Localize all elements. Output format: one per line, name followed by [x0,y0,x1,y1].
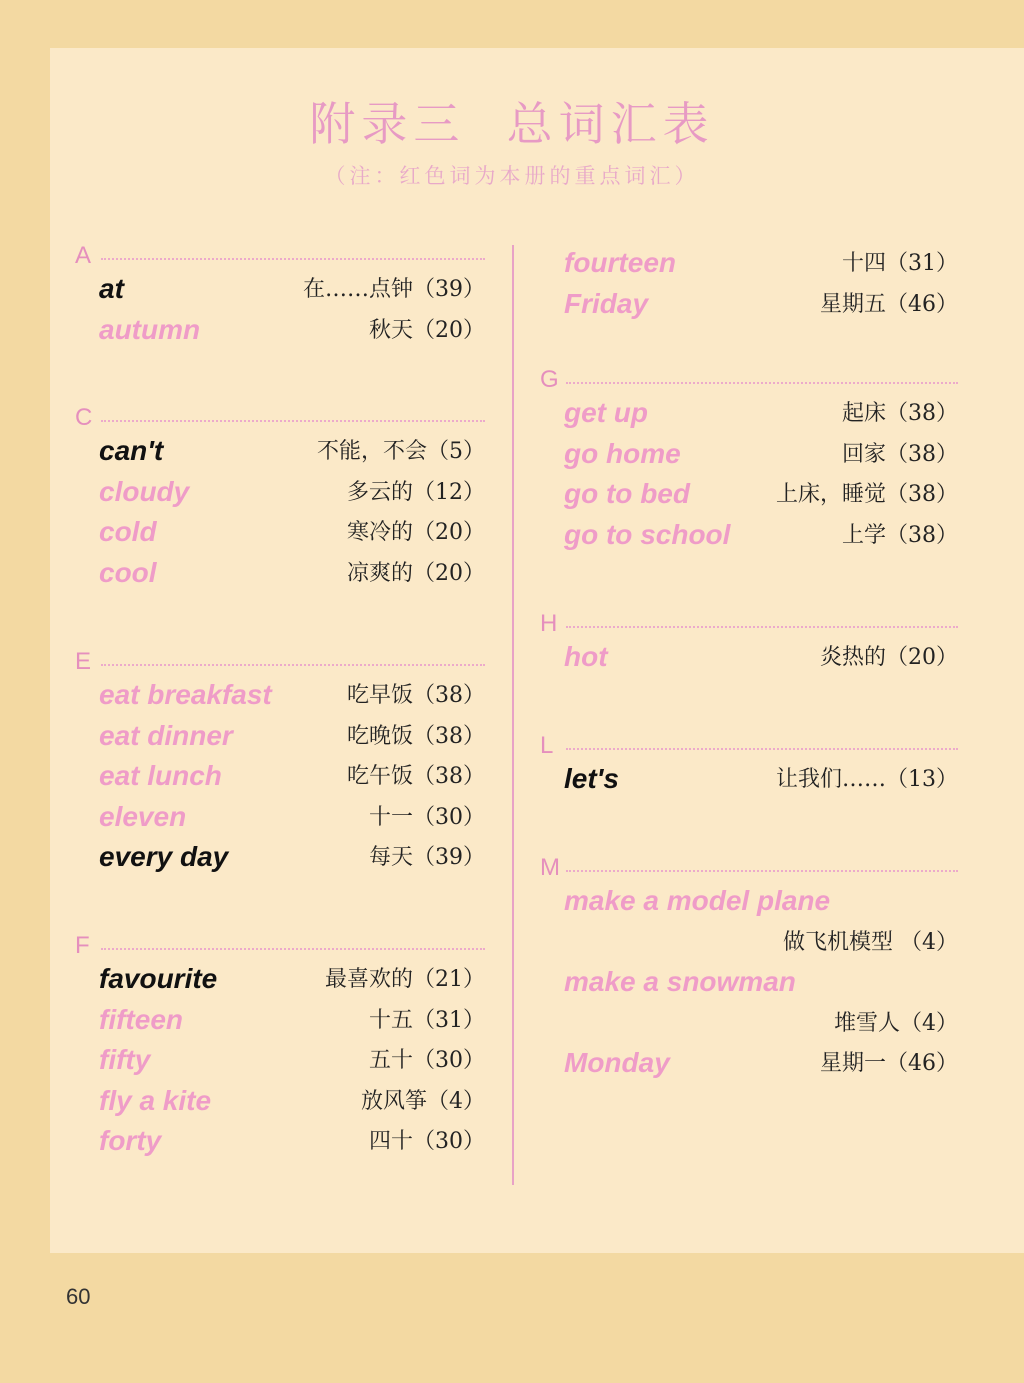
vocab-entry [540,433,958,474]
section-g [540,368,958,554]
vocab-entry [75,268,485,309]
vocab-meaning: 上床，睡觉（38） [776,482,958,508]
vocab-meaning: 在……点钟（39） [303,277,485,302]
vocab-entry [75,715,485,756]
section-e [75,650,485,877]
vocab-meaning: 吃晚饭（38） [347,723,485,749]
vocab-word: make a snowman [564,966,796,998]
section-letter: L [540,732,554,759]
vocab-word: eleven [99,800,187,832]
vocab-meaning: 做飞机模型 （4） [783,929,958,955]
vocab-entry [75,796,485,837]
vocab-entry [540,921,958,962]
vocab-word: go home [564,437,681,469]
vocab-entry [75,309,485,350]
dotted-rule [566,382,958,384]
vocab-entry [75,755,485,796]
dotted-rule [101,258,485,260]
vocab-meaning: 让我们……（13） [776,767,958,792]
dotted-rule [101,948,485,950]
vocab-entry [540,514,958,555]
vocab-word: autumn [99,313,201,345]
vocab-meaning: 吃早饭（38） [347,683,485,708]
vocab-word: at [99,273,124,304]
section-letter: M [540,854,560,881]
section-letter: G [540,366,559,393]
dotted-rule [566,748,958,750]
section-l [540,734,958,799]
vocab-entry [540,758,958,799]
vocab-meaning: 四十（30） [369,1129,485,1155]
section-f [75,934,485,1161]
vocab-entry [540,636,958,677]
vocab-entry [540,1042,958,1083]
vocab-word: cool [99,556,157,588]
vocab-entry [75,1039,485,1080]
vocab-meaning: 堆雪人（4） [834,1010,958,1036]
vocab-meaning: 炎热的（20） [820,645,958,670]
section-header [540,218,958,242]
vocab-entry [75,430,485,471]
vocab-meaning: 吃午饭（38） [347,764,485,790]
title-note: （注：红色词为本册的重点词汇） [324,164,700,188]
section-letter: H [540,610,558,637]
vocab-entry [540,1002,958,1043]
vocab-word: get up [564,397,648,428]
vocab-word: cloudy [99,475,190,507]
vocab-entry [75,1080,485,1121]
vocab-entry [540,242,958,283]
vocab-entry [75,511,485,552]
vocab-entry [540,880,958,921]
dotted-rule [101,664,485,666]
vocab-word: hot [564,641,608,672]
vocab-word: Friday [564,287,649,319]
vocab-word: cold [99,516,157,548]
section-letter: F [75,932,90,959]
vocab-word: every day [99,841,229,873]
vocab-word: fifty [99,1044,151,1076]
vocab-entry [75,836,485,877]
section-m [540,856,958,1083]
section-header [540,856,958,880]
vocab-word: favourite [99,963,218,994]
vocab-entry [540,392,958,433]
vocab-word: fly a kite [99,1084,212,1116]
page-number: 60 [66,1284,91,1309]
vocab-meaning: 秋天（20） [369,317,485,343]
vocab-entry [75,552,485,593]
section-a [75,244,485,349]
vocab-meaning: 最喜欢的（21） [325,967,485,992]
vocab-entry [75,958,485,999]
vocab-meaning: 五十（30） [369,1048,485,1074]
section-letter: E [75,648,92,675]
vocab-entry [75,674,485,715]
section-h [540,612,958,677]
vocab-word: eat breakfast [99,679,272,710]
section-header [75,406,485,430]
section-c [75,406,485,592]
section-header [75,244,485,268]
section-header [75,934,485,958]
column-divider [512,245,514,1185]
section-header [540,612,958,636]
vocab-meaning: 不能，不会（5） [317,439,485,464]
vocab-meaning: 星期五（46） [820,291,958,317]
vocab-entry [75,1120,485,1161]
section-header [540,734,958,758]
vocab-meaning: 十一（30） [369,804,485,830]
vocab-word: Monday [564,1047,670,1079]
vocab-meaning: 上学（38） [842,522,958,548]
vocab-entry [540,961,958,1002]
vocab-word: eat dinner [99,719,233,751]
vocab-meaning: 放风筝（4） [361,1088,485,1114]
vocab-word: go to school [564,518,731,550]
section-continued [540,218,958,323]
page-title: 附录三 总词汇表 [309,97,715,151]
section-letter: A [75,242,92,269]
vocab-entry [75,999,485,1040]
vocab-meaning: 回家（38） [842,441,958,467]
vocab-meaning: 起床（38） [842,401,958,426]
section-header [540,368,958,392]
section-header [75,650,485,674]
vocab-meaning: 十五（31） [369,1007,485,1033]
vocab-meaning: 凉爽的（20） [347,560,485,586]
dotted-rule [566,870,958,872]
vocab-word: go to bed [564,478,690,510]
vocab-word: forty [99,1125,162,1157]
vocab-entry [540,473,958,514]
vocab-word: make a model plane [564,885,831,916]
vocab-meaning: 每天（39） [369,845,485,871]
vocab-meaning: 十四（31） [842,251,958,276]
vocab-word: let's [564,763,619,794]
vocab-word: can't [99,435,164,466]
dotted-rule [566,626,958,628]
vocab-entry [540,283,958,324]
vocab-word: eat lunch [99,760,222,792]
vocab-meaning: 多云的（12） [347,479,485,505]
vocab-meaning: 星期一（46） [820,1051,958,1077]
vocab-meaning: 寒冷的（20） [347,520,485,546]
dotted-rule [101,420,485,422]
vocab-word: fifteen [99,1003,183,1035]
section-letter: C [75,404,93,431]
vocab-entry [75,471,485,512]
vocab-word: fourteen [564,247,676,278]
